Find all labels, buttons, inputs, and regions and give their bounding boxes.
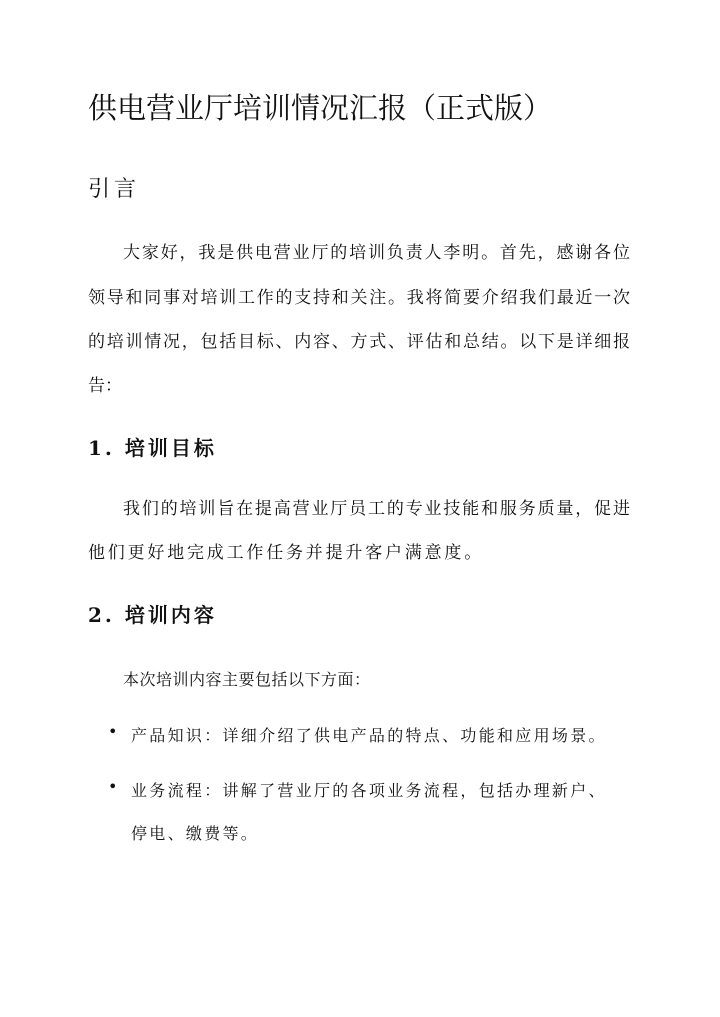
intro-line: 告：	[88, 376, 122, 396]
bullet-item: 产品知识：详细介绍了供电产品的特点、功能和应用场景。	[131, 726, 607, 745]
content-intro: 本次培训内容主要包括以下方面：	[123, 670, 371, 689]
bullet-icon: •	[108, 777, 118, 796]
goals-line: 他们更好地完成工作任务并提升客户满意度。	[88, 543, 484, 563]
bullet-item: 业务流程：讲解了营业厅的各项业务流程，包括办理新户、	[131, 781, 607, 800]
bullet-icon: •	[108, 722, 118, 741]
document-title: 供电营业厅培训情况汇报（正式版）	[88, 91, 553, 125]
intro-line: 领导和同事对培训工作的支持和关注。我将简要介绍我们最近一次	[88, 288, 630, 308]
intro-line: 大家好，我是供电营业厅的培训负责人李明。首先，感谢各位	[123, 243, 630, 263]
bullet-item-continuation: 停电、缴费等。	[131, 824, 260, 843]
intro-heading: 引言	[88, 177, 141, 202]
intro-line: 的培训情况，包括目标、内容、方式、评估和总结。以下是详细报	[88, 332, 630, 352]
section-heading-content: 2. 培训内容	[88, 603, 217, 627]
section-heading-goals: 1. 培训目标	[88, 436, 217, 460]
goals-line: 我们的培训旨在提高营业厅员工的专业技能和服务质量，促进	[123, 499, 630, 519]
